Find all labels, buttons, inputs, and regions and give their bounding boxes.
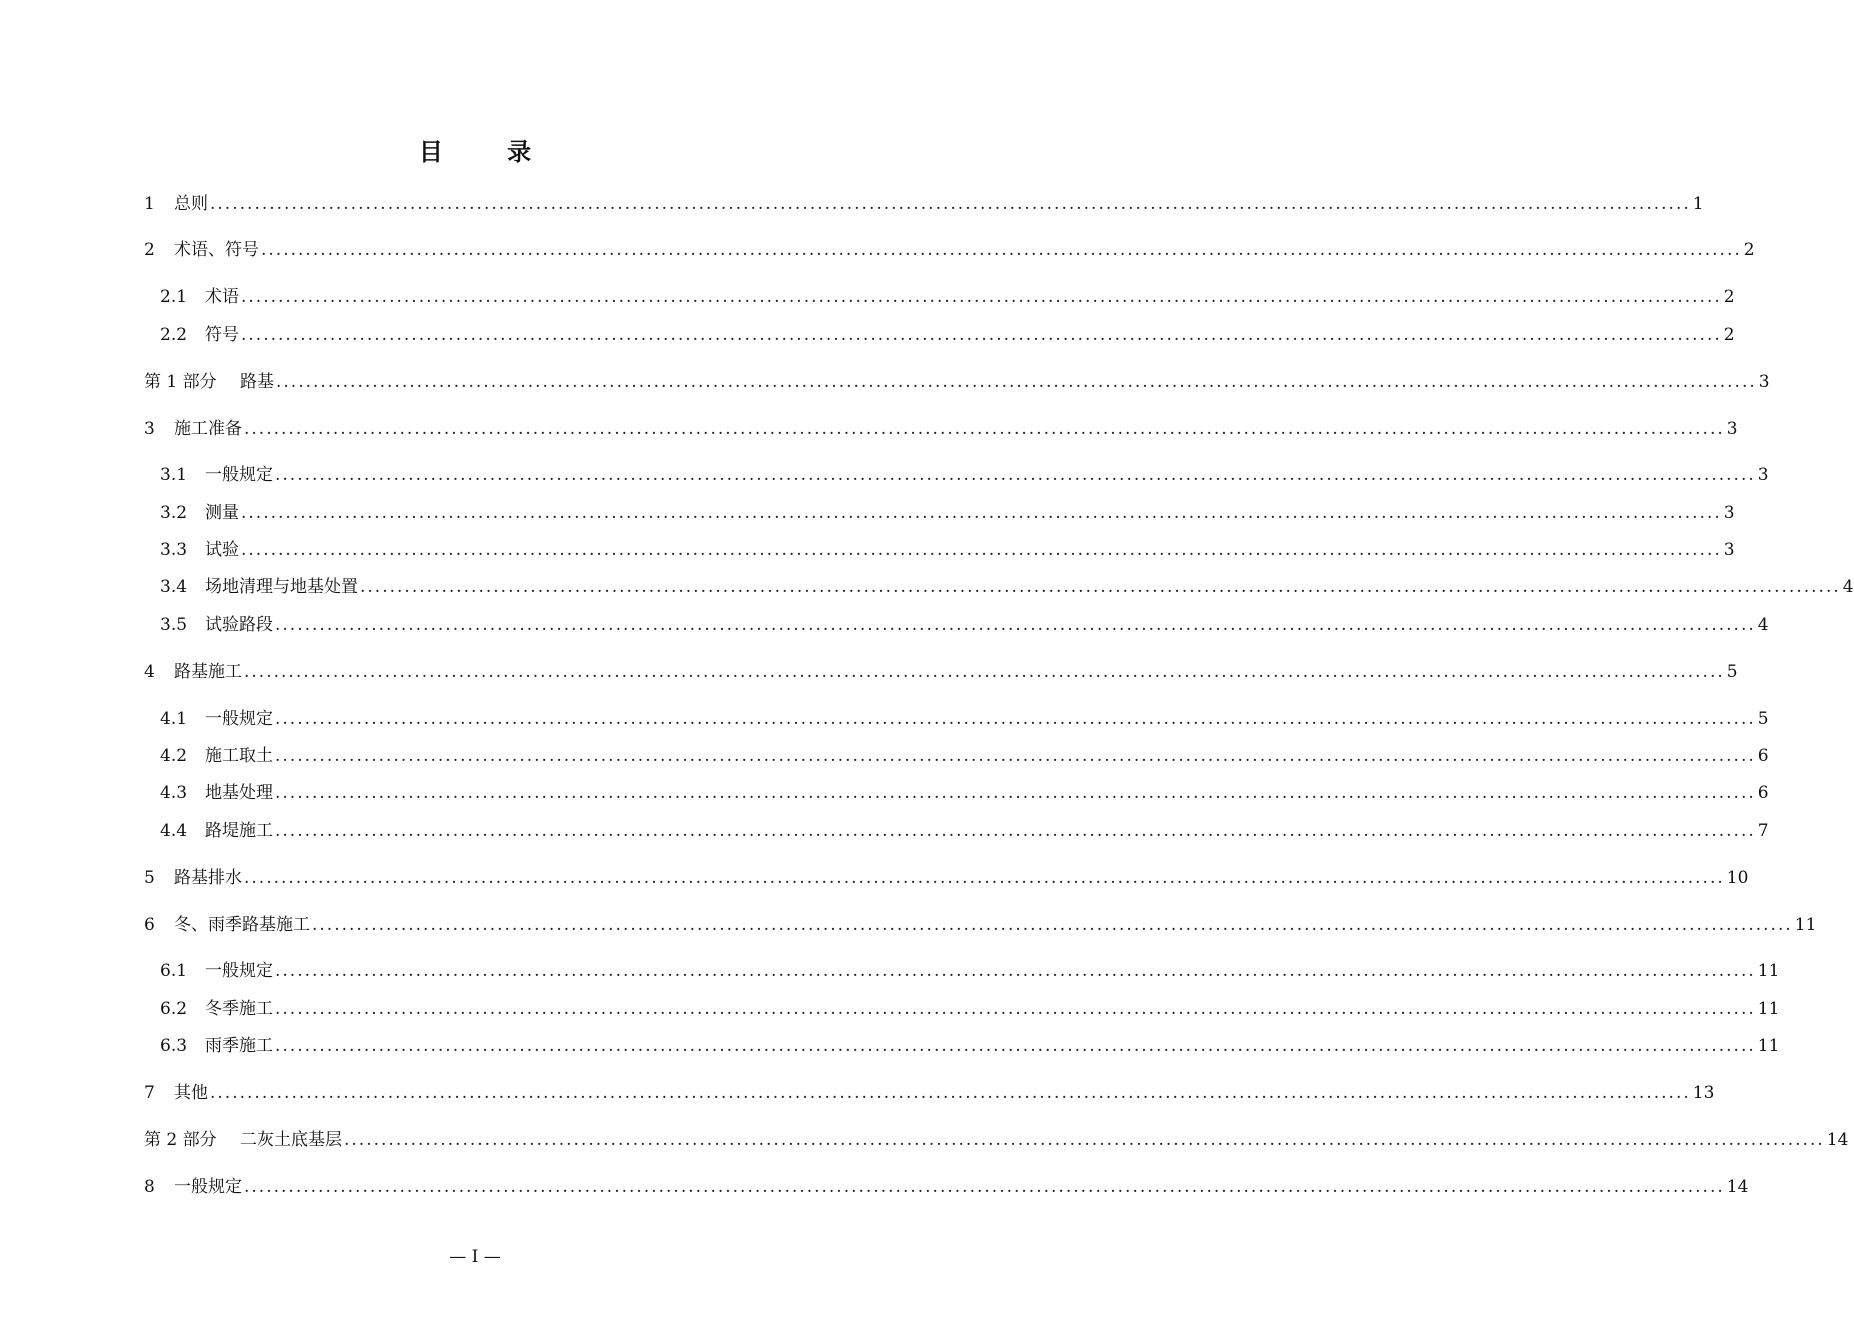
toc-entry-page: 3 — [1723, 503, 1735, 523]
toc-entry-page: 14 — [1726, 1177, 1749, 1197]
toc-entry-page: 3 — [1726, 419, 1738, 439]
toc-entry-label: 施工取土 — [205, 746, 273, 766]
toc-entry-page: 11 — [1757, 961, 1780, 981]
toc-entry-label: 符号 — [205, 325, 239, 345]
toc-entry[interactable] — [160, 538, 1735, 562]
dot-leader: ........................................................................................................................................................................................................ — [241, 540, 1722, 560]
toc-entry-number: 4.4 — [160, 821, 188, 841]
toc-entry-label: 术语、符号 — [174, 240, 259, 260]
toc-entry[interactable] — [144, 1128, 1849, 1152]
toc-entry-label: 测量 — [205, 503, 239, 523]
toc-entry-label: 冬、雨季路基施工 — [174, 915, 310, 935]
dot-leader: ........................................................................................................................................................................................................ — [275, 821, 1756, 841]
toc-entry-label: 路基排水 — [174, 868, 242, 888]
dot-leader: ........................................................................................................................................................................................................ — [360, 577, 1841, 597]
toc-entry-page: 5 — [1757, 709, 1769, 729]
toc-entry-page: 11 — [1757, 999, 1780, 1019]
toc-entry[interactable] — [144, 1081, 1715, 1105]
toc-entry-label: 其他 — [174, 1083, 208, 1103]
toc-entry-page: 4 — [1757, 615, 1769, 635]
toc-entry-number: 3 — [144, 419, 155, 439]
toc-entry-label: 施工准备 — [174, 419, 242, 439]
toc-entry-label: 雨季施工 — [205, 1036, 273, 1056]
toc-entry-page: 2 — [1723, 287, 1735, 307]
toc-entry[interactable] — [160, 997, 1780, 1021]
toc-entry-page: 3 — [1723, 540, 1735, 560]
toc-entry-number: 4.2 — [160, 746, 188, 766]
toc-entry[interactable] — [144, 1175, 1749, 1199]
toc-entry-label: 路基 — [240, 372, 274, 392]
toc-entry-page: 3 — [1757, 465, 1769, 485]
toc-entry-label: 路基施工 — [174, 662, 242, 682]
toc-entry-number: 7 — [144, 1083, 155, 1103]
dot-leader: ........................................................................................................................................................................................................ — [275, 1036, 1756, 1056]
dot-leader: ........................................................................................................................................................................................................ — [241, 325, 1722, 345]
toc-entry[interactable] — [160, 1034, 1780, 1058]
dot-leader: ........................................................................................................................................................................................................ — [275, 709, 1756, 729]
toc-entry-page: 2 — [1723, 325, 1735, 345]
toc-entry-number: 8 — [144, 1177, 155, 1197]
toc-entry-number: 第 2 部分 — [144, 1130, 217, 1150]
toc-entry-number: 6.3 — [160, 1036, 188, 1056]
dot-leader: ........................................................................................................................................................................................................ — [275, 961, 1756, 981]
toc-entry-page: 2 — [1743, 240, 1755, 260]
toc-entry-label: 一般规定 — [174, 1177, 242, 1197]
toc-entry-page: 6 — [1757, 746, 1769, 766]
dot-leader: ........................................................................................................................................................................................................ — [241, 287, 1722, 307]
toc-entry-page: 13 — [1692, 1083, 1715, 1103]
toc-entry-number: 2.2 — [160, 325, 188, 345]
toc-entry-number: 第 1 部分 — [144, 372, 217, 392]
toc-entry-label: 试验路段 — [205, 615, 273, 635]
toc-entry[interactable] — [160, 819, 1769, 843]
dot-leader: ........................................................................................................................................................................................................ — [312, 915, 1793, 935]
toc-entry[interactable] — [144, 660, 1738, 684]
toc-entry[interactable] — [160, 707, 1769, 731]
toc-entry-number: 6 — [144, 915, 155, 935]
dot-leader: ........................................................................................................................................................................................................ — [244, 662, 1725, 682]
toc-entry-number: 3.5 — [160, 615, 188, 635]
page-number-footer: — I — — [449, 1247, 501, 1267]
toc-entry-number: 4.1 — [160, 709, 188, 729]
toc-entry-page: 11 — [1757, 1036, 1780, 1056]
toc-entry-number: 3.4 — [160, 577, 188, 597]
toc-entry[interactable] — [160, 323, 1735, 347]
dot-leader: ........................................................................................................................................................................................................ — [244, 1177, 1725, 1197]
toc-entry[interactable] — [160, 501, 1735, 525]
toc-entry-label: 路堤施工 — [205, 821, 273, 841]
toc-entry-number: 3.2 — [160, 503, 188, 523]
dot-leader: ........................................................................................................................................................................................................ — [275, 615, 1756, 635]
toc-entry-label: 场地清理与地基处置 — [205, 577, 358, 597]
toc-entry-page: 7 — [1757, 821, 1769, 841]
toc-entry[interactable] — [160, 959, 1780, 983]
toc-entry-label: 一般规定 — [205, 961, 273, 981]
toc-entry[interactable] — [160, 575, 1854, 599]
toc-entry-number: 6.1 — [160, 961, 188, 981]
toc-entry-number: 5 — [144, 868, 155, 888]
toc-entry[interactable] — [160, 613, 1769, 637]
toc-entry-page: 11 — [1794, 915, 1817, 935]
toc-entry-page: 10 — [1726, 868, 1749, 888]
toc-entry-number: 4.3 — [160, 783, 188, 803]
toc-entry-label: 总则 — [174, 194, 208, 214]
toc-entry-label: 冬季施工 — [205, 999, 273, 1019]
dot-leader: ........................................................................................................................................................................................................ — [275, 746, 1756, 766]
dot-leader: ........................................................................................................................................................................................................ — [275, 783, 1756, 803]
toc-entry-label: 术语 — [205, 287, 239, 307]
dot-leader: ........................................................................................................................................................................................................ — [241, 503, 1722, 523]
toc-entry-number: 2 — [144, 240, 155, 260]
toc-entry[interactable] — [160, 781, 1769, 805]
toc-entry-page: 1 — [1692, 194, 1704, 214]
toc-entry-label: 一般规定 — [205, 709, 273, 729]
toc-entry-page: 5 — [1726, 662, 1738, 682]
dot-leader: ........................................................................................................................................................................................................ — [244, 419, 1725, 439]
dot-leader: ........................................................................................................................................................................................................ — [261, 240, 1742, 260]
dot-leader: ........................................................................................................................................................................................................ — [244, 868, 1725, 888]
toc-entry-page: 6 — [1757, 783, 1769, 803]
toc-entry-label: 地基处理 — [205, 783, 273, 803]
page-title: 目 录 — [418, 137, 560, 166]
toc-entry[interactable] — [144, 417, 1738, 441]
dot-leader: ........................................................................................................................................................................................................ — [210, 1083, 1691, 1103]
toc-entry[interactable] — [144, 238, 1755, 262]
toc-entry-number: 4 — [144, 662, 155, 682]
toc-entry-label: 二灰土底基层 — [240, 1130, 342, 1150]
toc-entry[interactable] — [144, 866, 1749, 890]
toc-entry[interactable] — [160, 285, 1735, 309]
dot-leader: ........................................................................................................................................................................................................ — [210, 194, 1691, 214]
toc-entry[interactable] — [144, 913, 1817, 937]
toc-entry-number: 3.3 — [160, 540, 188, 560]
toc-entry-number: 1 — [144, 194, 155, 214]
toc-entry-page: 14 — [1826, 1130, 1849, 1150]
dot-leader: ........................................................................................................................................................................................................ — [344, 1130, 1825, 1150]
toc-entry-number: 6.2 — [160, 999, 188, 1019]
toc-entry-number: 2.1 — [160, 287, 188, 307]
dot-leader: ........................................................................................................................................................................................................ — [275, 999, 1756, 1019]
toc-entry[interactable] — [160, 744, 1769, 768]
toc-entry[interactable] — [144, 192, 1704, 216]
toc-entry[interactable] — [144, 370, 1770, 394]
toc-entry-number: 3.1 — [160, 465, 188, 485]
toc-entry-page: 4 — [1842, 577, 1854, 597]
dot-leader: ........................................................................................................................................................................................................ — [275, 465, 1756, 485]
toc-entry-page: 3 — [1758, 372, 1770, 392]
dot-leader: ........................................................................................................................................................................................................ — [276, 372, 1757, 392]
toc-entry-label: 一般规定 — [205, 465, 273, 485]
toc-entry-label: 试验 — [205, 540, 239, 560]
toc-entry[interactable] — [160, 463, 1769, 487]
